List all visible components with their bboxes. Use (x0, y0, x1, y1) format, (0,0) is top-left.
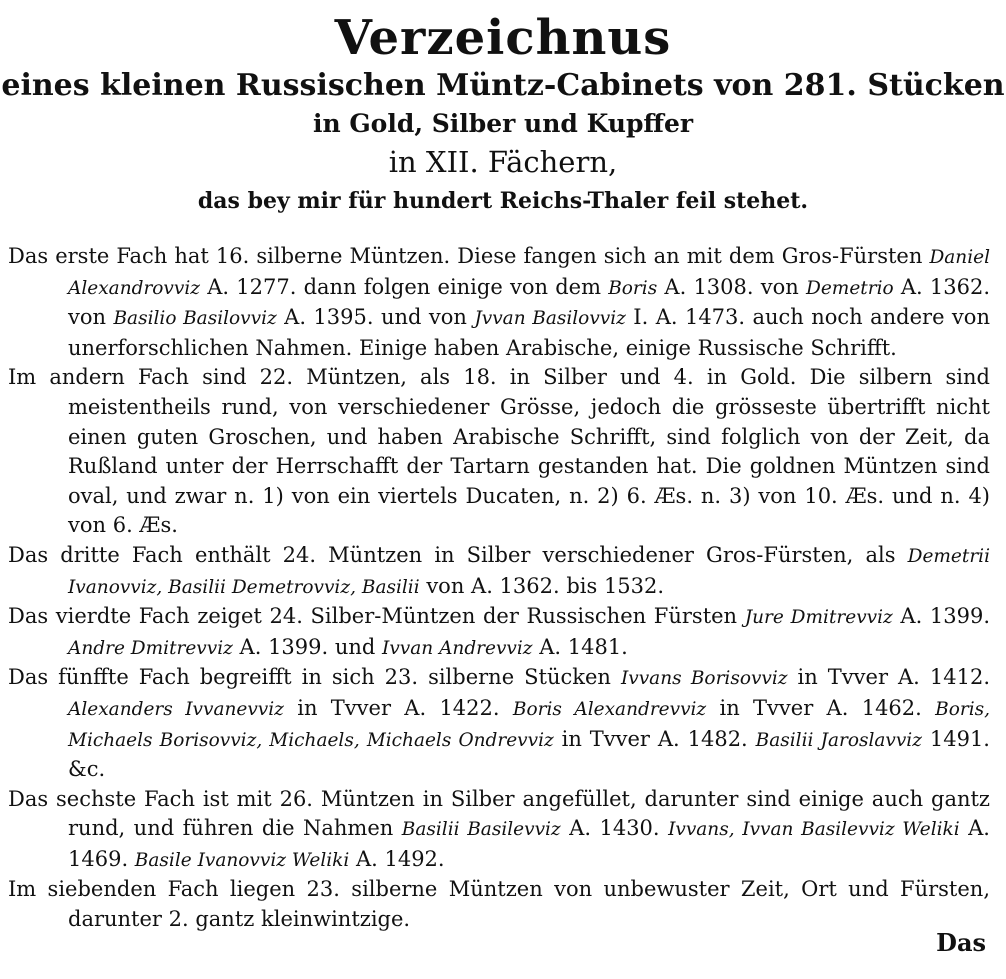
entry-text: A. 1481. (532, 634, 628, 659)
document-title: Verzeichnus (334, 10, 672, 66)
entry-text: A. 1362. von (68, 274, 990, 330)
subtitle-line-1: eines kleinen Russischen Müntz-Cabinets von 281. Stücken (1, 68, 1005, 103)
entry-text: in Tvver A. 1462. (706, 695, 936, 720)
entry-name: Basilio Basilovviz (113, 308, 277, 330)
document-header (0, 10, 1006, 220)
entry-text: in Tvver A. 1422. (283, 695, 513, 720)
entry-name: Jvvan Basilovviz (474, 308, 626, 330)
entry-name: Ivvan Andrevviz (382, 637, 533, 659)
entry-text: in Tvver A. 1412. (787, 665, 990, 690)
entry-text: I. A. 1473. auch noch andere von unerforschlichen Nahmen. Einige haben Arabische, einige Russische Schrifft. (68, 305, 990, 360)
entry-text: in Tvver A. 1482. (553, 726, 756, 751)
entry-text: A. 1277. dann folgen einige von dem (200, 274, 609, 299)
document-body (8, 242, 990, 935)
entry-name: Boris (608, 277, 658, 299)
subtitle-line-4: das bey mir für hundert Reichs-Thaler feil stehet. (197, 188, 809, 214)
entry-fach-6 (8, 785, 990, 876)
entry-name: Basilii Basilevviz (401, 819, 561, 841)
entry-name: Ivvans Borisovviz (620, 668, 788, 690)
entry-text: Das erste Fach hat 16. silberne Müntzen. Diese fangen sich an mit dem Gros-Fürsten (8, 244, 930, 268)
entry-text: A. 1492. (349, 846, 445, 871)
entry-fach-4 (8, 602, 990, 663)
entry-name: Ivvans, Ivvan Basilevviz Weliki (668, 819, 960, 841)
entry-text: Das vierdte Fach zeiget 24. Silber-Müntzen der Russischen Fürsten (8, 604, 745, 629)
entry-text: A. 1469. (68, 816, 990, 871)
entry-text: A. 1430. (560, 816, 669, 841)
entry-text: Das fünffte Fach begreifft in sich 23. silberne Stücken (8, 665, 621, 690)
entry-fach-1 (8, 242, 990, 363)
entry-text: A. 1395. und von (276, 305, 475, 330)
subtitle-line-2: in Gold, Silber und Kupffer (312, 109, 694, 138)
entry-name: Boris Alexandrevviz (512, 698, 707, 720)
entry-name: Jure Dmitrevviz (744, 607, 893, 629)
entry-name: Boris, Michaels Borisovviz, Michaels, Michaels Ondrevviz (68, 698, 991, 751)
entry-text: Das sechste Fach ist mit 26. Müntzen in Silber angefüllet, darunter sind einige auch gantz rund, und führen die Nahmen (8, 786, 990, 841)
entry-name: Daniel Alexandrovviz (68, 247, 990, 299)
catchword: Das (936, 928, 986, 957)
entry-text: Im siebenden Fach liegen 23. silberne Müntzen von unbewuster Zeit, Ort und Fürsten, darunter 2. gantz kleinwintzige. (8, 877, 990, 932)
entry-text: Im andern Fach sind 22. Müntzen, als 18. in Silber und 4. in Gold. Die silbern sind meistentheils rund, von verschiedener Grösse, jedoch die grösseste übertrifft nicht einen guten Groschen, und haben Arabische Schrifft, sind folglich von der Zeit, da Rußland unter der Herrschafft der Tartarn gestanden hat. Die goldnen Müntzen sind oval, und zwar n. 1) von ein viertels Ducaten, n. 2) 6. Æs. n. 3) von 10. Æs. und n. 4) von 6. Æs. (8, 365, 990, 538)
entry-text: 1491. &c. (68, 726, 990, 782)
entry-name: Demetrii Ivanovviz, Basilii Demetrovviz, Basilii (68, 545, 990, 598)
entry-name: Basile Ivanovviz Weliki (134, 849, 350, 871)
entry-name: Basilii Jaroslavviz (755, 729, 922, 751)
entry-fach-5 (8, 663, 990, 784)
entry-fach-2 (8, 363, 990, 541)
entry-text: Das dritte Fach enthält 24. Müntzen in Silber verschiedener Gros-Fürsten, als (8, 542, 908, 567)
entry-name: Alexanders Ivvanevviz (68, 698, 284, 720)
entry-name: Demetrio (806, 277, 894, 299)
entry-text: von A. 1362. bis 1532. (419, 573, 665, 598)
entry-fach-7 (8, 875, 990, 934)
entry-name: Andre Dmitrevviz (68, 637, 233, 659)
entry-text: A. 1399. und (232, 634, 383, 659)
subtitle-line-3: in XII. Fächern, (388, 145, 618, 179)
entry-text: A. 1308. von (657, 274, 807, 299)
entry-text: A. 1399. (892, 604, 990, 629)
entry-fach-3 (8, 541, 990, 602)
